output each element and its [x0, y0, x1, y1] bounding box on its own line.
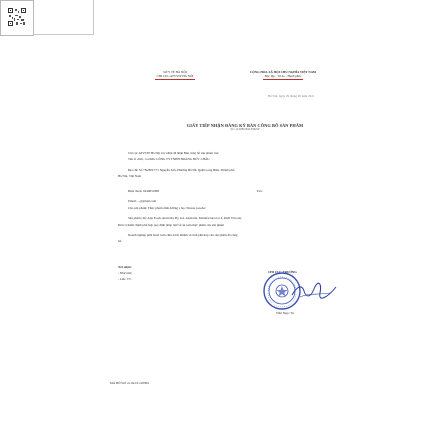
- qr-thumbnail[interactable]: [0, 0, 34, 36]
- company-fax: Fax:: [257, 189, 263, 193]
- product-name: Cho sản phẩm: Thực phẩm dinh dưỡng y học Ensure powder: [128, 206, 206, 210]
- signature-icon: [290, 281, 338, 303]
- document-title: GIẤY TIẾP NHẬN ĐĂNG KÝ BẢN CÔNG BỐ SẢN PHẨM: [186, 123, 304, 128]
- signer-role: CHI CỤC TRƯỞNG: [268, 270, 297, 274]
- motto: Độc lập - Tự do - Hạnh phúc: [264, 73, 302, 78]
- company-address-cont: Hà Nội, Việt Nam: [118, 174, 142, 178]
- country-name: CỘNG HÒA XÃ HỘI CHỦ NGHĨA VIỆT NAM: [249, 70, 317, 74]
- issue-date: Hà Nội, ngày 29 tháng 06 năm 2021: [268, 94, 315, 98]
- company-address: Địa chỉ: Số 7N2B/07/71 Nguyễn Sơn, Phường Bồ Đề, Quận Long Biên, Thành phố: [128, 168, 235, 172]
- qr-code-icon: [7, 7, 27, 27]
- national-motto: [228, 71, 338, 80]
- body-intro: Chi cục ATVSTP Hà Nội xác nhận đã nhận Bản công bố sản phẩm của:: [128, 151, 220, 155]
- agency-name: CHI CỤC ATVSTP HÀ NỘI: [156, 73, 194, 78]
- responsibility-statement-cont: bố.: [118, 239, 122, 243]
- dossier-code: MÃ HỒ SƠ: 21.04.101.28384: [110, 381, 149, 385]
- manufacturer: Sản phẩm của: Ajia Foods Australia Pty Ltd. Australia, Manufactured at 4, 4920 Victoria,: [128, 216, 242, 220]
- compliance-statement: Đơn vị hành chính phù hợp quy định pháp luật về an toàn thực phẩm của sản phẩm: [118, 223, 224, 227]
- recipient-1: - Như trên;: [118, 271, 133, 275]
- recipient-2: - Lưu: VT.: [118, 277, 132, 281]
- company-name: Tên tổ chức, cá nhân: CÔNG TY TNHH HOÀNG ĐỨC CHÂU: [128, 157, 210, 161]
- agency-header: [140, 71, 210, 80]
- company-phone: Điện thoại: 0246831898: [128, 189, 159, 193]
- signer-name: Trần Ngọc Tụ: [276, 311, 294, 315]
- recipients-label: Nơi nhận:: [118, 265, 132, 269]
- company-email: Email: ...@gmail.com: [128, 199, 157, 203]
- ministry-name: SỞ Y TẾ HÀ NỘI: [163, 70, 187, 74]
- responsibility-statement: Doanh nghiệp phải hoàn toàn chịu trách nhiệm về tính phù hợp của sản phẩm đã công: [128, 233, 238, 237]
- document-number: Số: 11298/2021/ĐKSP: [230, 127, 260, 131]
